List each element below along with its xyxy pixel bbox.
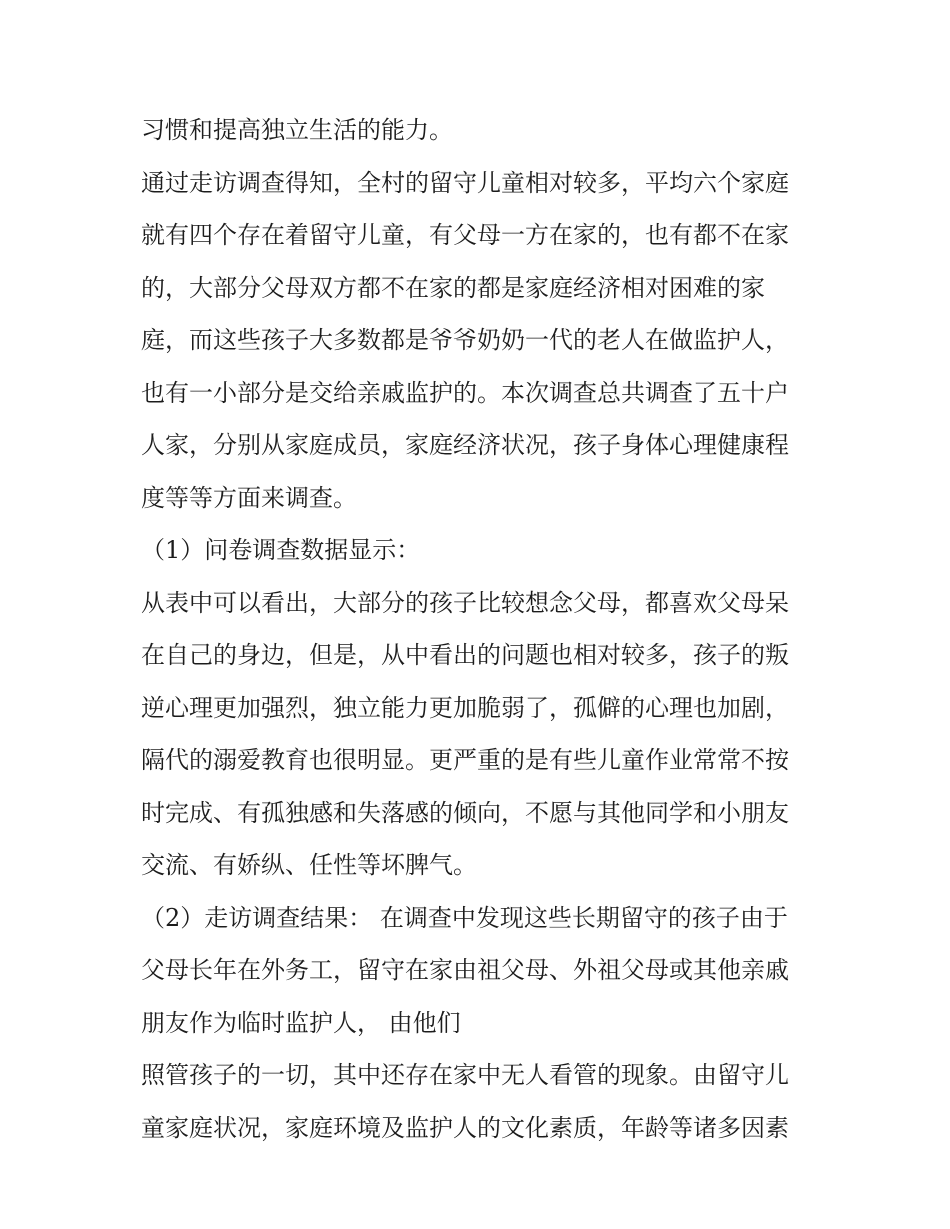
text-line: 习惯和提高独立生活的能力。 xyxy=(141,116,453,144)
text-line: 度等等方面来调查。 xyxy=(141,483,357,512)
text-line: 在自己的身边，但是，从中看出的问题也相对较多，孩子的叛 xyxy=(141,641,789,669)
section-heading-visit-results: （2）走访调查结果： 在调查中发现这些长期留守的孩子由于 xyxy=(141,903,788,932)
text-line: 通过走访调查得知，全村的留守儿童相对较多，平均六个家庭 xyxy=(141,168,789,197)
text-line: 童家庭状况，家庭环境及监护人的文化素质，年龄等诸多因素 xyxy=(141,1113,789,1142)
text-line: 就有四个存在着留守儿童，有父母一方在家的，也有都不在家 xyxy=(141,221,789,249)
text-line: 隔代的溺爱教育也很明显。更严重的是有些儿童作业常常不按 xyxy=(141,746,789,774)
body-text xyxy=(141,104,841,1154)
text-line: 父母长年在外务工，留守在家由祖父母、外祖父母或其他亲戚 xyxy=(141,956,789,984)
text-line: 人家，分别从家庭成员，家庭经济状况，孩子身体心理健康程 xyxy=(141,431,789,459)
text-line: 也有一小部分是交给亲戚监护的。本次调查总共调查了五十户 xyxy=(141,378,789,407)
text-line: 时完成、有孤独感和失落感的倾向，不愿与其他同学和小朋友 xyxy=(141,798,789,827)
text-line: 逆心理更加强烈，独立能力更加脆弱了，孤僻的心理也加剧， xyxy=(141,693,789,722)
text-line: 照管孩子的一切，其中还存在家中无人看管的现象。由留守儿 xyxy=(141,1061,789,1089)
text-line: 的，大部分父母双方都不在家的都是家庭经济相对困难的家 xyxy=(141,273,765,302)
text-line: 庭，而这些孩子大多数都是爷爷奶奶一代的老人在做监护人， xyxy=(141,326,789,354)
text-line: 从表中可以看出，大部分的孩子比较想念父母，都喜欢父母呆 xyxy=(141,588,789,617)
section-heading-survey-data: （1）问卷调查数据显示： xyxy=(141,536,421,564)
text-line: 交流、有娇纵、任性等坏脾气。 xyxy=(141,851,477,879)
text-line: 朋友作为临时监护人， 由他们 xyxy=(141,1008,461,1037)
